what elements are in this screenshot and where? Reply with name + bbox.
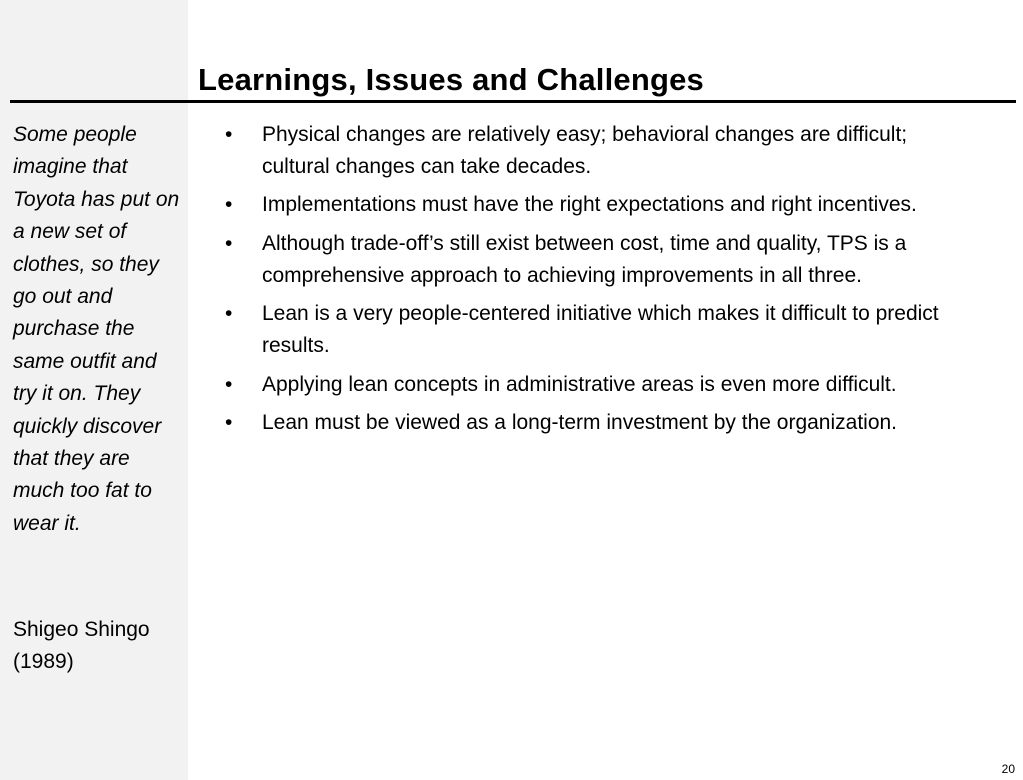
- bullet-icon: •: [225, 231, 233, 255]
- bullet-item: [222, 119, 977, 183]
- bullet-text: Applying lean concepts in administrative areas is even more difficult.: [262, 372, 897, 396]
- page-number: 20: [1001, 762, 1015, 776]
- bullet-icon: •: [225, 123, 233, 146]
- bullet-text: Although trade-off’s still exist between cost, time and quality, TPS is a comprehensive approach to achieving improvements in all three.: [262, 231, 907, 287]
- bullet-icon: •: [225, 410, 233, 434]
- bullet-text: Lean is a very people-centered initiative which makes it difficult to predict results.: [262, 302, 939, 358]
- quote-attribution: [13, 614, 185, 679]
- bullet-item: [222, 189, 977, 221]
- bullet-item: [222, 407, 977, 439]
- bullet-item: [222, 228, 977, 292]
- bullet-item: [222, 298, 977, 362]
- title-divider: [10, 100, 1016, 103]
- slide-title: Learnings, Issues and Challenges: [198, 62, 705, 97]
- bullet-icon: •: [225, 193, 233, 217]
- bullet-text: Implementations must have the right expectations and right incentives.: [262, 193, 917, 217]
- bullet-list: [222, 119, 977, 445]
- quote-author-year: (1989): [13, 650, 74, 674]
- bullet-text: Lean must be viewed as a long-term investment by the organization.: [262, 410, 898, 434]
- bullet-icon: •: [225, 302, 233, 326]
- sidebar-quote: Some people imagine that Toyota has put on a new set of clothes, so they go out and purchase the same outfit and try it on. They quickly discover that they are much too fat to wear it.: [13, 123, 180, 535]
- bullet-icon: •: [225, 372, 233, 396]
- bullet-item: [222, 369, 977, 401]
- bullet-text: Physical changes are relatively easy; behavioral changes are difficult; cultural changes can take decades.: [262, 123, 908, 178]
- quote-author-name: Shigeo Shingo: [13, 618, 150, 641]
